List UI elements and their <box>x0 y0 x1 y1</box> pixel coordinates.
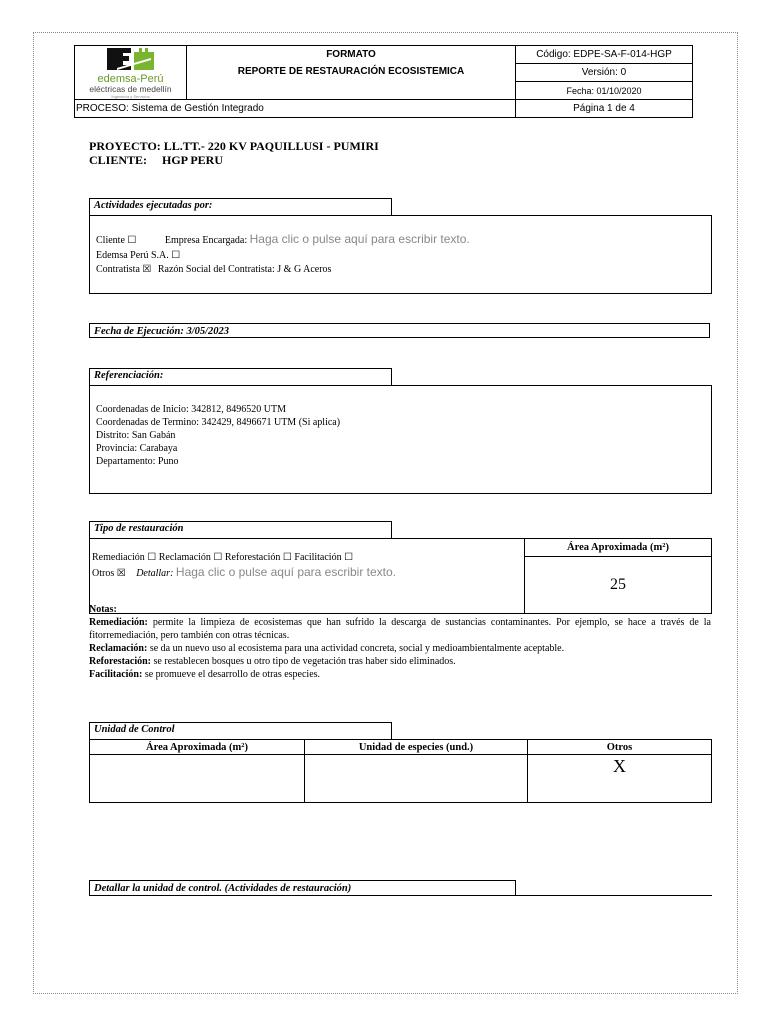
reference-box <box>89 385 712 494</box>
detail-line <box>89 895 712 896</box>
col-species: Unidad de especies (und.) <box>305 740 528 755</box>
empresa-label: Empresa Encargada: <box>164 235 248 246</box>
razon-social: Razón Social del Contratista: J & G Aceros <box>157 264 332 275</box>
start-coordinates: Coordenadas de Inicio: 342812, 8496520 UTM <box>96 404 286 415</box>
district: Distrito: San Gabán <box>96 430 176 441</box>
val-others[interactable]: X <box>528 755 712 803</box>
area-value[interactable]: 25 <box>525 557 712 614</box>
detallar-input[interactable]: Haga clic o pulse aquí para escribir texto. <box>175 565 397 579</box>
document-code: Código: EDPE-SA-F-014-HGP <box>516 46 693 64</box>
process-label: PROCESO: Sistema de Gestión Integrado <box>75 100 516 118</box>
document-version: Versión: 0 <box>516 64 693 82</box>
contratista-label: Contratista <box>96 264 140 275</box>
province: Provincia: Carabaya <box>96 443 178 454</box>
department: Departamento: Puno <box>96 456 179 467</box>
logo-brand: edemsa-Perú <box>97 73 164 85</box>
note-reforestacion: Reforestación: se restablecen bosques u otro tipo de vegetación tras haber sido eliminados. <box>89 656 456 667</box>
edemsa-logo-icon <box>107 48 155 73</box>
note-facilitacion: Facilitación: se promueve el desarrollo de otras especies. <box>89 669 321 680</box>
edemsa-label: Edemsa Perú S.A. <box>96 250 169 261</box>
document-date: Fecha: 01/10/2020 <box>516 82 693 100</box>
reference-title: Referenciación: <box>89 368 392 385</box>
end-coordinates: Coordenadas de Termino: 342429, 8496671 UTM (Si aplica) <box>96 417 341 428</box>
execution-date: Fecha de Ejecución: 3/05/2023 <box>89 323 710 338</box>
project-block <box>89 139 379 167</box>
header-table <box>74 45 693 118</box>
note-reclamacion: Reclamación: se da un nuevo uso al ecosistema para una actividad concreta, social y medioambientalmente aceptable. <box>89 643 565 654</box>
area-header: Área Aproximada (m²) <box>525 539 712 557</box>
restoration-checkboxes[interactable]: Remediación ☐ Reclamación ☐ Reforestación ☐ Facilitación ☐ <box>92 552 354 563</box>
control-title: Unidad de Control <box>89 722 392 739</box>
empresa-input[interactable]: Haga clic o pulse aquí para escribir texto. <box>249 232 470 246</box>
page-number: Página 1 de 4 <box>516 100 693 118</box>
report-title: REPORTE DE RESTAURACIÓN ECOSISTEMICA <box>187 64 516 100</box>
cliente-checkbox[interactable]: ☐ <box>127 235 137 246</box>
edemsa-checkbox[interactable]: ☐ <box>171 250 181 261</box>
activities-box <box>89 215 712 294</box>
col-others: Otros <box>528 740 712 755</box>
otros-checkbox[interactable]: Otros ☒ <box>92 568 126 579</box>
logo-subtitle: eléctricas de medellín <box>89 84 172 94</box>
detallar-label: Detallar: <box>136 568 174 579</box>
logo <box>75 46 187 100</box>
format-label: FORMATO <box>187 46 516 64</box>
detail-title: Detallar la unidad de control. (Actividades de restauración) <box>89 880 516 895</box>
val-area[interactable] <box>90 755 305 803</box>
restoration-title: Tipo de restauración <box>89 521 392 538</box>
client-name: CLIENTE: HGP PERU <box>89 153 224 167</box>
notes-title: Notas: <box>89 604 117 615</box>
activities-title: Actividades ejecutadas por: <box>89 198 392 215</box>
control-table <box>89 739 712 803</box>
contratista-checkbox[interactable]: ☒ <box>142 264 152 275</box>
col-area: Área Aproximada (m²) <box>90 740 305 755</box>
document-page <box>33 32 738 994</box>
project-name: PROYECTO: LL.TT.- 220 KV PAQUILLUSI - PUMIRI <box>89 139 379 153</box>
note-remediacion: Remediación: permite la limpieza de ecosistemas que han sufrido la descarga de sustancias contaminantes. Por ejemplo, se hace a través de la fitorremediación, pero también con otras técnicas. <box>89 617 711 641</box>
val-species[interactable] <box>305 755 528 803</box>
notes <box>89 603 711 681</box>
cliente-label: Cliente <box>96 235 125 246</box>
logo-tagline: Ingeniería y Servicios <box>111 94 150 99</box>
